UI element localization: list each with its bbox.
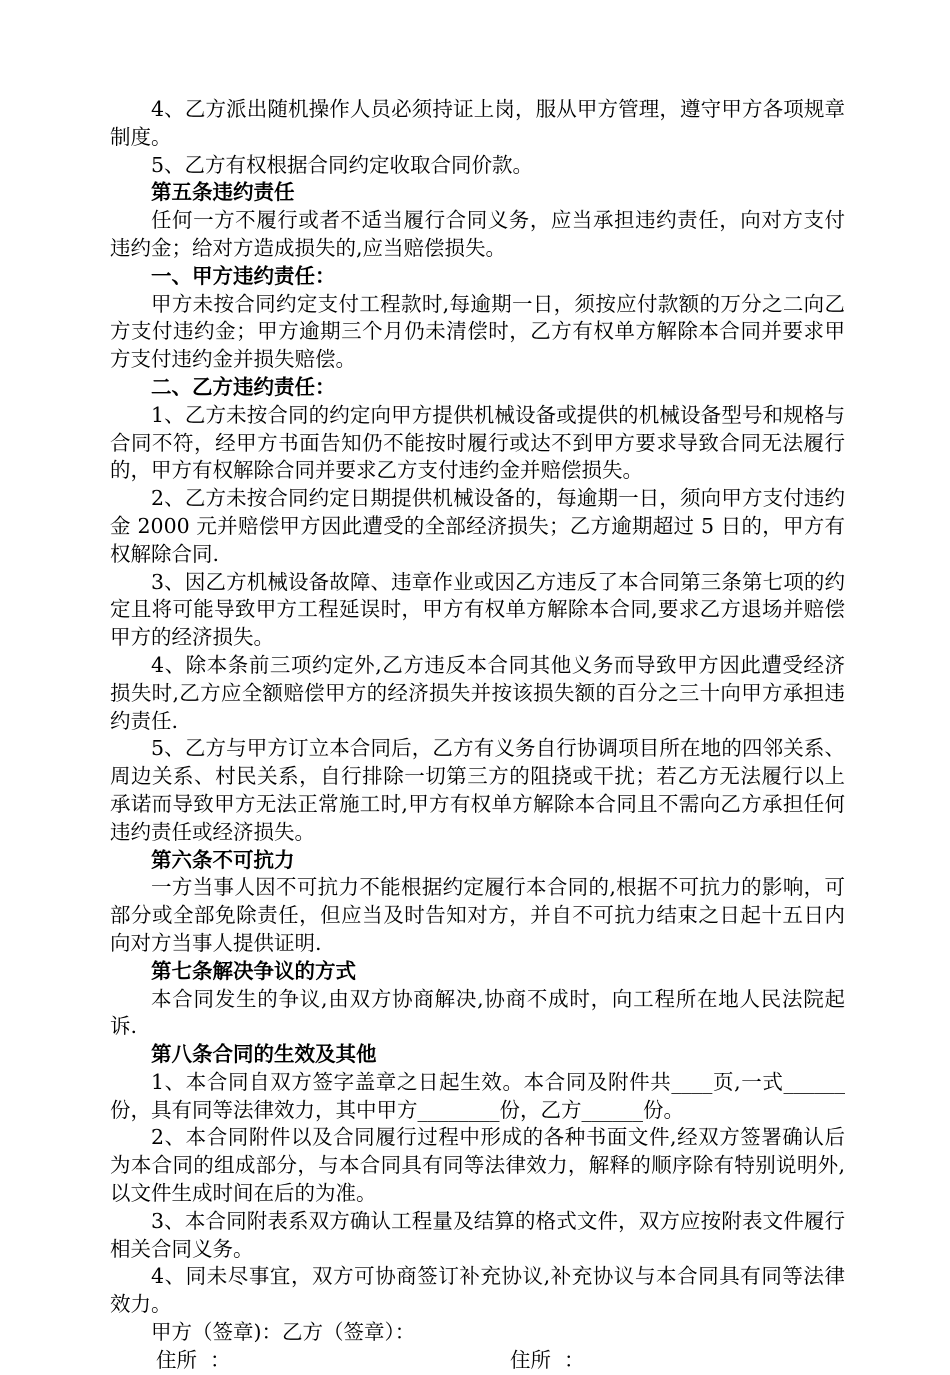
paragraph: 任何一方不履行或者不适当履行合同义务，应当承担违约责任，向对方支付违约金；给对方造成损失的,应当赔偿损失。	[110, 208, 845, 260]
paragraph: 5、乙方有权根据合同约定收取合同价款。	[151, 152, 534, 177]
paragraph: 3、因乙方机械设备故障、违章作业或因乙方违反了本合同第三条第七项的约定且将可能导致甲方工程延误时，甲方有权单方解除本合同,要求乙方退场并赔偿甲方的经济损失。	[110, 569, 845, 650]
paragraph: 本合同发生的争议,由双方协商解决,协商不成时，向工程所在地人民法院起诉.	[110, 986, 845, 1039]
section-heading: 第六条不可抗力	[151, 847, 295, 872]
paragraph: 3、本合同附表系双方确认工程量及结算的格式文件，双方应按附表文件履行相关合同义务。	[110, 1208, 845, 1261]
paragraph: 1、本合同自双方签字盖章之日起生效。本合同及附件共____页,一式______份，具有同等法律效力，其中甲方________份，乙方______份。	[110, 1069, 845, 1122]
address-party-a: 住所 ：	[156, 1347, 231, 1372]
paragraph: 2、乙方未按合同约定日期提供机械设备的，每逾期一日，须向甲方支付违约金 2000 元并赔偿甲方因此遭受的全部经济损失；乙方逾期超过 5 日的，甲方有权解除合同.	[110, 486, 845, 566]
paragraph: 4、同未尽事宜，双方可协商签订补充协议,补充协议与本合同具有同等法律效力。	[110, 1264, 845, 1317]
section-heading: 第五条违约责任	[151, 180, 295, 205]
contract-body	[110, 96, 845, 1319]
section-heading: 二、乙方违约责任：	[151, 374, 336, 399]
paragraph: 一方当事人因不可抗力不能根据约定履行本合同的,根据不可抗力的影响，可部分或全部免除责任，但应当及时告知对方，并自不可抗力结束之日起十五日内向对方当事人提供证明.	[110, 875, 845, 955]
section-heading: 一、甲方违约责任：	[151, 263, 336, 288]
paragraph: 1、乙方未按合同的约定向甲方提供机械设备或提供的机械设备型号和规格与合同不符，经甲方书面告知仍不能按时履行或达不到甲方要求导致合同无法履行的，甲方有权解除合同并要求乙方支付违约金并赔偿损失。	[110, 402, 845, 483]
paragraph: 4、除本条前三项约定外,乙方违反本合同其他义务而导致甲方因此遭受经济损失时,乙方应全额赔偿甲方的经济损失并按该损失额的百分之三十向甲方承担违约责任.	[110, 652, 845, 733]
paragraph: 4、乙方派出随机操作人员必须持证上岗，服从甲方管理，遵守甲方各项规章制度。	[110, 97, 845, 149]
paragraph: 5、乙方与甲方订立本合同后，乙方有义务自行协调项目所在地的四邻关系、周边关系、村民关系，自行排除一切第三方的阻挠或干扰；若乙方无法履行以上承诺而导致甲方无法正常施工时,甲方有权单方解除本合同且不需向乙方承担任何违约责任或经济损失。	[110, 736, 845, 844]
section-heading: 第七条解决争议的方式	[151, 958, 356, 983]
contract-page	[110, 96, 845, 1375]
paragraph: 甲方未按合同约定支付工程款时,每逾期一日，须按应付款额的万分之二向乙方支付违约金；甲方逾期三个月仍未清偿时，乙方有权单方解除本合同并要求甲方支付违约金并损失赔偿。	[110, 291, 845, 372]
address-party-b: 住所 ：	[510, 1347, 585, 1372]
address-row	[110, 1347, 845, 1375]
section-heading: 第八条合同的生效及其他	[151, 1042, 377, 1067]
paragraph: 2、本合同附件以及合同履行过程中形成的各种书面文件,经双方签署确认后为本合同的组成部分，与本合同具有同等法律效力，解释的顺序除有特别说明外,以文件生成时间在后的为准。	[110, 1125, 845, 1206]
signature-parties: 甲方（签章)：乙方（签章）：	[151, 1320, 416, 1345]
